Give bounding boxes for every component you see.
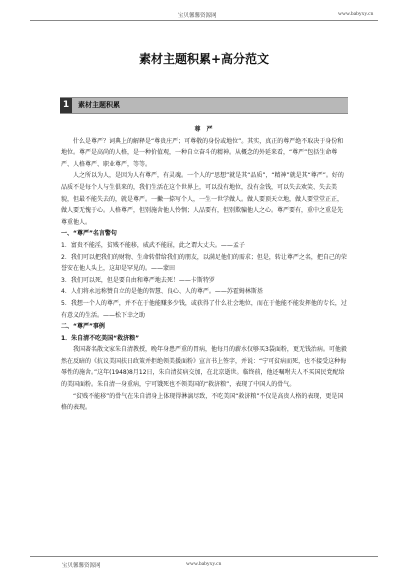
case-paragraph-1: 我国著名散文家朱自清教授，晚年身患严重的胃病，他每月的薪水仅够买3袋面粉，更无钱治病。可他毅然在反暗的《抗议美国扶日政策并拒绝领美援面粉》宣言书上签字，并说：“宁可贫病而死，也不接受这种侮辱性的施舍。”这年(1948)8月12日，朱自清贫病交加，在北京逝世。临终前，他还嘱咐夫人不买国民党配给的美国面粉。朱自清一身重病，宁可饿死也不领美国的“救济粮”，表现了中国人的骨气。	[61, 346, 347, 389]
case-paragraph-2: “贫贱不能移”的骨气在朱自清身上体现得淋漓尽致，不吃美国“救济粮”不仅是高贵人格的表现，更是国格的表现。	[61, 392, 344, 412]
header-site-url[interactable]: www.babyxy.cn	[338, 11, 374, 17]
case-title: 1．朱自清不吃美国“救济粮”	[61, 334, 140, 342]
subheading-cases: 二、“尊严”事例	[61, 323, 105, 331]
section-header-bar	[60, 97, 348, 114]
document-body	[61, 124, 348, 414]
footer-divider	[30, 556, 378, 557]
quote-1: 1．富贵不能淫，贫贱不能移，威武不能屈，此之谓大丈夫。——孟子	[61, 241, 245, 249]
section-number: 1	[60, 98, 72, 113]
quote-4: 4．人们将永远称赞自立的是他的智慧、良心、人的尊严。——苏霍姆林斯基	[61, 288, 263, 296]
footer-site-name: 宝贝馨馨资源网	[62, 563, 101, 569]
header-site-name: 宝贝馨馨资源网	[178, 13, 217, 19]
essay-paragraph-2: 人之所以为人，是因为人有尊严，有灵魂。一个人的“思想”就是其“品质”，“精神”就是其“尊严”。好的品质不是每个人与生俱来的，我们生活在这个世界上，可以没有地位，没有金钱，可以失去欢笑、失去美貌，但最不能失去的，就是尊严。一撇一捺写个人，一生一世学做人。做人要顶天立地，做人要堂堂正正，做人要无愧于心。人格尊严，但别施舍他人怜悯；人品要有，但别欺骗他人之心。尊严要有，重中之重是先尊重他人。	[61, 172, 344, 226]
quote-2: 2．我们可以把我们的财物、生命转借给我们的朋友，以满足他们的需求；但是，转让尊严之名，把自己的荣誉安在他人头上，这却是罕见的。——蒙田	[61, 253, 347, 273]
essay-title: 尊 严	[194, 126, 215, 133]
quote-3: 3．我们可以死，但是要自由和尊严地去死！——卡斯特罗	[61, 276, 215, 284]
header-divider	[30, 20, 378, 21]
quote-5: 5．我想一个人的尊严，并不在于他能赚多少钱，或获得了什么社会地位，而在于他能不能发挥他的专长，过有意义的生活。——松下幸之助	[61, 299, 347, 319]
footer-site-url[interactable]: www.babyxy.cn	[186, 561, 222, 567]
essay-paragraph-1: 什么是尊严？词典上的解释是“尊贵庄严；可尊敬的身份或地位”。其实，真正的尊严绝不取决于身份和地位。尊严是高尚的人格，是一种价值观，一种自立奋斗的精神。从概念的外延来看，“尊严”包括生命尊严、人格尊严、职业尊严，等等。	[61, 137, 344, 168]
section-title: 素材主题积累	[78, 101, 120, 109]
document-title: 素材主题积累+高分范文	[138, 52, 270, 66]
subheading-quotes: 一、“尊严”名言警句	[61, 230, 117, 238]
